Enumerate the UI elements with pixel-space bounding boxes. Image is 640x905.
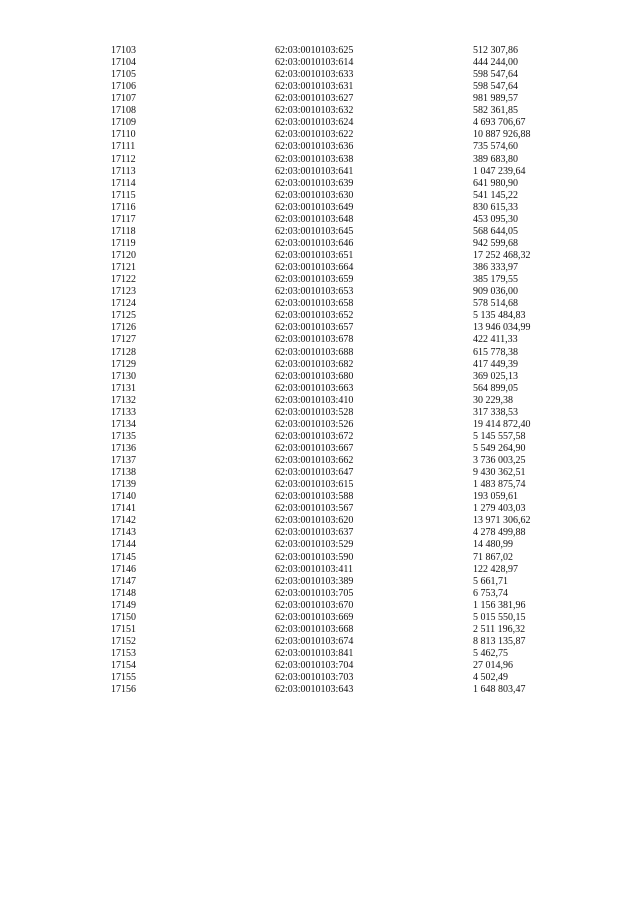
cadastral-number: 62:03:0010103:659	[275, 274, 354, 286]
amount-value: 5 145 557,58	[473, 430, 526, 442]
cadastral-number: 62:03:0010103:682	[275, 358, 354, 370]
row-number: 17140	[111, 491, 136, 503]
table-row	[0, 503, 640, 515]
row-number: 17150	[111, 611, 136, 623]
row-number: 17134	[111, 418, 136, 430]
amount-value: 10 887 926,88	[473, 129, 531, 141]
row-number: 17130	[111, 370, 136, 382]
cadastral-number: 62:03:0010103:662	[275, 455, 354, 467]
table-row	[0, 178, 640, 190]
row-number: 17155	[111, 672, 136, 684]
cadastral-number: 62:03:0010103:670	[275, 599, 354, 611]
amount-value: 942 599,68	[473, 237, 518, 249]
cadastral-number: 62:03:0010103:614	[275, 57, 354, 69]
table-row	[0, 672, 640, 684]
amount-value: 19 414 872,40	[473, 418, 531, 430]
row-number: 17128	[111, 346, 136, 358]
row-number: 17129	[111, 358, 136, 370]
amount-value: 13 971 306,62	[473, 515, 531, 527]
table-row	[0, 684, 640, 696]
cadastral-number: 62:03:0010103:841	[275, 648, 354, 659]
table-row	[0, 226, 640, 238]
cadastral-number: 62:03:0010103:672	[275, 430, 354, 442]
amount-value: 981 989,57	[473, 93, 518, 105]
amount-value: 564 899,05	[473, 382, 518, 394]
amount-value: 1 483 875,74	[473, 479, 526, 491]
amount-value: 541 145,22	[473, 189, 518, 201]
row-number: 17116	[111, 201, 136, 213]
amount-value: 1 279 403,03	[473, 503, 526, 515]
table-row	[0, 347, 640, 359]
row-number: 17115	[111, 189, 136, 201]
amount-value: 4 278 499,88	[473, 527, 526, 539]
row-number: 17119	[111, 237, 136, 249]
cadastral-number: 62:03:0010103:680	[275, 370, 354, 382]
table-row	[0, 141, 640, 153]
table-row	[0, 45, 640, 57]
amount-value: 641 980,90	[473, 177, 518, 189]
table-row	[0, 600, 640, 612]
table-row	[0, 576, 640, 588]
cadastral-number: 62:03:0010103:658	[275, 298, 354, 310]
row-number: 17133	[111, 406, 136, 418]
row-number: 17152	[111, 635, 136, 647]
row-number: 17141	[111, 503, 136, 515]
table-row	[0, 636, 640, 648]
table-row	[0, 81, 640, 93]
cadastral-number: 62:03:0010103:639	[275, 177, 354, 189]
table-row	[0, 552, 640, 564]
cadastral-number: 62:03:0010103:633	[275, 69, 354, 81]
amount-value: 386 333,97	[473, 262, 518, 274]
table-row	[0, 286, 640, 298]
row-number: 17151	[111, 623, 136, 635]
table-row	[0, 564, 640, 576]
table-row	[0, 431, 640, 443]
row-number: 17120	[111, 250, 136, 262]
table-row	[0, 117, 640, 129]
table-row	[0, 154, 640, 166]
row-number: 17154	[111, 660, 136, 672]
amount-value: 13 946 034,99	[473, 322, 531, 334]
cadastral-number: 62:03:0010103:641	[275, 165, 354, 177]
cadastral-number: 62:03:0010103:627	[275, 93, 354, 105]
cadastral-number: 62:03:0010103:688	[275, 346, 354, 358]
cadastral-number: 62:03:0010103:526	[275, 418, 354, 430]
table-row	[0, 383, 640, 395]
row-number: 17125	[111, 310, 136, 322]
row-number: 17117	[111, 213, 136, 225]
row-number: 17118	[111, 225, 136, 237]
amount-value: 369 025,13	[473, 370, 518, 382]
amount-value: 615 778,38	[473, 346, 518, 358]
row-number: 17146	[111, 563, 136, 575]
row-number: 17132	[111, 394, 136, 406]
cadastral-number: 62:03:0010103:678	[275, 334, 354, 346]
amount-value: 5 462,75	[473, 648, 508, 659]
row-number: 17123	[111, 286, 136, 298]
cadastral-number: 62:03:0010103:631	[275, 81, 354, 93]
table-row	[0, 491, 640, 503]
cadastral-number: 62:03:0010103:622	[275, 129, 354, 141]
cadastral-number: 62:03:0010103:411	[275, 563, 353, 575]
cadastral-number: 62:03:0010103:657	[275, 322, 354, 334]
amount-value: 2 511 196,32	[473, 623, 526, 635]
table-row	[0, 515, 640, 527]
row-number: 17127	[111, 334, 136, 346]
amount-value: 568 644,05	[473, 225, 518, 237]
row-number: 17135	[111, 430, 136, 442]
table-row	[0, 588, 640, 600]
cadastral-number: 62:03:0010103:529	[275, 539, 354, 551]
amount-value: 578 514,68	[473, 298, 518, 310]
table-row	[0, 298, 640, 310]
amount-value: 389 683,80	[473, 153, 518, 165]
table-row	[0, 359, 640, 371]
amount-value: 9 430 362,51	[473, 467, 526, 479]
amount-value: 422 411,33	[473, 334, 518, 346]
cadastral-number: 62:03:0010103:647	[275, 467, 354, 479]
row-number: 17109	[111, 117, 136, 129]
cadastral-number: 62:03:0010103:620	[275, 515, 354, 527]
table-row	[0, 407, 640, 419]
row-number: 17153	[111, 648, 136, 659]
table-row	[0, 57, 640, 69]
amount-value: 14 480,99	[473, 539, 513, 551]
table-row	[0, 105, 640, 117]
table-row	[0, 467, 640, 479]
amount-value: 5 549 264,90	[473, 442, 526, 454]
cadastral-number: 62:03:0010103:703	[275, 672, 354, 684]
row-number: 17156	[111, 684, 136, 696]
table-row	[0, 371, 640, 383]
cadastral-number: 62:03:0010103:668	[275, 623, 354, 635]
amount-value: 5 135 484,83	[473, 310, 526, 322]
amount-value: 1 156 381,96	[473, 599, 526, 611]
table-row	[0, 334, 640, 346]
table-row	[0, 527, 640, 539]
cadastral-number: 62:03:0010103:624	[275, 117, 354, 129]
cadastral-number: 62:03:0010103:663	[275, 382, 354, 394]
row-number: 17137	[111, 455, 136, 467]
row-number: 17103	[111, 45, 136, 56]
row-number: 17108	[111, 105, 136, 117]
amount-value: 122 428,97	[473, 563, 518, 575]
cadastral-number: 62:03:0010103:664	[275, 262, 354, 274]
cadastral-number: 62:03:0010103:410	[275, 394, 354, 406]
amount-value: 830 615,33	[473, 201, 518, 213]
table-row	[0, 214, 640, 226]
amount-value: 735 574,60	[473, 141, 518, 153]
row-number: 17144	[111, 539, 136, 551]
cadastral-number: 62:03:0010103:638	[275, 153, 354, 165]
cadastral-number: 62:03:0010103:588	[275, 491, 354, 503]
cadastral-number: 62:03:0010103:651	[275, 250, 354, 262]
amount-value: 17 252 468,32	[473, 250, 531, 262]
row-number: 17139	[111, 479, 136, 491]
row-number: 17148	[111, 587, 136, 599]
amount-value: 30 229,38	[473, 394, 513, 406]
row-number: 17105	[111, 69, 136, 81]
row-number: 17107	[111, 93, 136, 105]
amount-value: 8 813 135,87	[473, 635, 526, 647]
amount-value: 582 361,85	[473, 105, 518, 117]
row-number: 17149	[111, 599, 136, 611]
table-row	[0, 479, 640, 491]
row-number: 17111	[111, 141, 136, 153]
table-row	[0, 166, 640, 178]
table-row	[0, 455, 640, 467]
row-number: 17136	[111, 442, 136, 454]
cadastral-number: 62:03:0010103:590	[275, 551, 354, 563]
cadastral-number: 62:03:0010103:667	[275, 442, 354, 454]
amount-value: 1 648 803,47	[473, 684, 526, 696]
amount-value: 27 014,96	[473, 660, 513, 672]
table-row	[0, 69, 640, 81]
cadastral-number: 62:03:0010103:632	[275, 105, 354, 117]
amount-value: 3 736 003,25	[473, 455, 526, 467]
cadastral-number: 62:03:0010103:567	[275, 503, 354, 515]
table-row	[0, 250, 640, 262]
table-row	[0, 624, 640, 636]
row-number: 17121	[111, 262, 136, 274]
table-row	[0, 322, 640, 334]
table-row	[0, 262, 640, 274]
row-number: 17122	[111, 274, 136, 286]
table-row	[0, 612, 640, 624]
row-number: 17114	[111, 177, 136, 189]
table-row	[0, 660, 640, 672]
amount-value: 4 693 706,67	[473, 117, 526, 129]
table-row	[0, 129, 640, 141]
row-number: 17145	[111, 551, 136, 563]
row-number: 17138	[111, 467, 136, 479]
table-row	[0, 395, 640, 407]
row-number: 17147	[111, 575, 136, 587]
cadastral-number: 62:03:0010103:704	[275, 660, 354, 672]
table-row	[0, 190, 640, 202]
row-number: 17104	[111, 57, 136, 69]
table-row	[0, 443, 640, 455]
cadastral-number: 62:03:0010103:630	[275, 189, 354, 201]
cadastral-number: 62:03:0010103:648	[275, 213, 354, 225]
cadastral-number: 62:03:0010103:674	[275, 635, 354, 647]
cadastral-number: 62:03:0010103:646	[275, 237, 354, 249]
amount-value: 909 036,00	[473, 286, 518, 298]
table-row	[0, 419, 640, 431]
amount-value: 444 244,00	[473, 57, 518, 69]
amount-value: 512 307,86	[473, 45, 518, 56]
cadastral-number: 62:03:0010103:636	[275, 141, 354, 153]
row-number: 17124	[111, 298, 136, 310]
row-number: 17112	[111, 153, 136, 165]
row-number: 17113	[111, 165, 136, 177]
cadastral-number: 62:03:0010103:637	[275, 527, 354, 539]
cadastral-number: 62:03:0010103:645	[275, 225, 354, 237]
amount-value: 453 095,30	[473, 213, 518, 225]
cadastral-number: 62:03:0010103:528	[275, 406, 354, 418]
table-row	[0, 202, 640, 214]
amount-value: 598 547,64	[473, 81, 518, 93]
row-number: 17143	[111, 527, 136, 539]
cadastral-number: 62:03:0010103:643	[275, 684, 354, 696]
amount-value: 317 338,53	[473, 406, 518, 418]
cadastral-number: 62:03:0010103:705	[275, 587, 354, 599]
amount-value: 71 867,02	[473, 551, 513, 563]
row-number: 17142	[111, 515, 136, 527]
amount-value: 1 047 239,64	[473, 165, 526, 177]
amount-value: 417 449,39	[473, 358, 518, 370]
table-row	[0, 539, 640, 551]
amount-value: 598 547,64	[473, 69, 518, 81]
amount-value: 5 661,71	[473, 575, 508, 587]
amount-value: 385 179,55	[473, 274, 518, 286]
cadastral-number: 62:03:0010103:653	[275, 286, 354, 298]
table-row	[0, 93, 640, 105]
cadastral-number: 62:03:0010103:669	[275, 611, 354, 623]
cadastral-number: 62:03:0010103:615	[275, 479, 354, 491]
cadastral-number: 62:03:0010103:649	[275, 201, 354, 213]
table-row	[0, 648, 640, 660]
amount-value: 6 753,74	[473, 587, 508, 599]
cadastral-number: 62:03:0010103:625	[275, 45, 354, 56]
table-row	[0, 238, 640, 250]
amount-value: 5 015 550,15	[473, 611, 526, 623]
row-number: 17126	[111, 322, 136, 334]
row-number: 17110	[111, 129, 136, 141]
amount-value: 4 502,49	[473, 672, 508, 684]
table-row	[0, 310, 640, 322]
cadastral-number: 62:03:0010103:652	[275, 310, 354, 322]
table-row	[0, 274, 640, 286]
cadastral-number: 62:03:0010103:389	[275, 575, 354, 587]
row-number: 17106	[111, 81, 136, 93]
amount-value: 193 059,61	[473, 491, 518, 503]
row-number: 17131	[111, 382, 136, 394]
